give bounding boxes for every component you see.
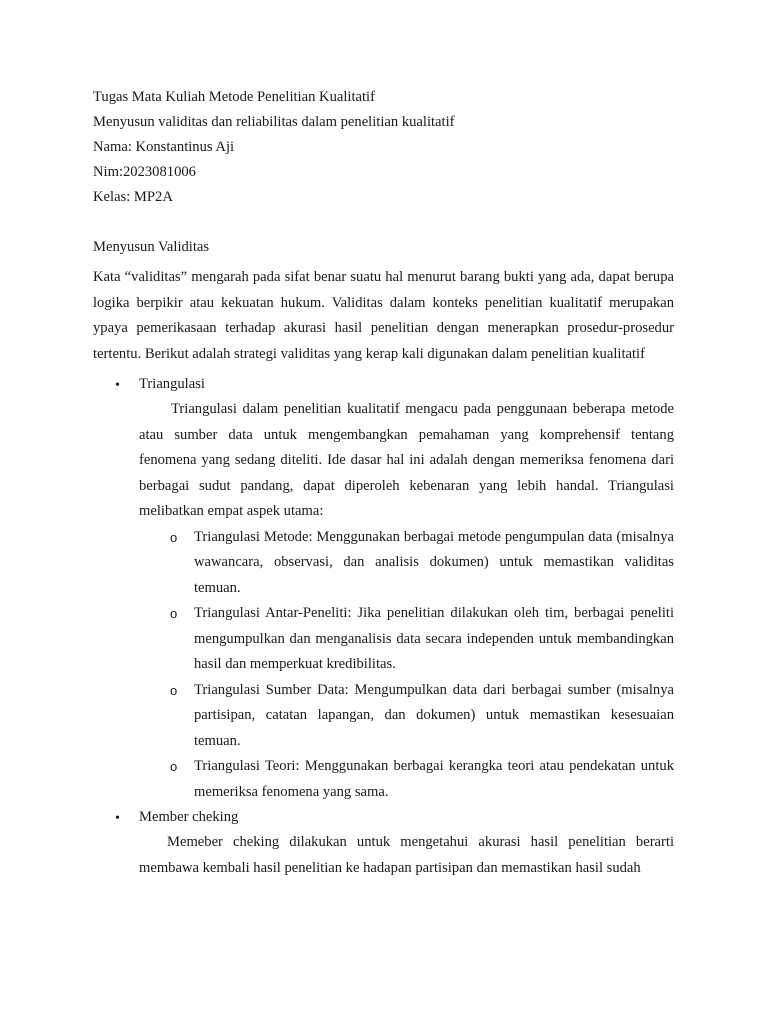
aspect-text: Triangulasi Antar-Peneliti: Jika penelitian dilakukan oleh tim, berbagai peneliti mengumpulkan dan menganalisis data secara independen untuk membandingkan hasil dan memperkuat kredibilitas. [194, 605, 674, 672]
aspect-text: Triangulasi Teori: Menggunakan berbagai kerangka teori atau pendekatan untuk memeriksa fenomena yang sama. [194, 758, 674, 800]
member-cheking-paragraph: Memeber cheking dilakukan untuk mengetahui akurasi hasil penelitian berarti membawa kembali hasil penelitian ke hadapan partisipan dan memastikan hasil sudah [139, 834, 674, 876]
circle-bullet-icon: o [170, 606, 178, 621]
assignment-topic: Menyusun validitas dan reliabilitas dalam penelitian kualitatif [93, 114, 455, 130]
bullet-label: Member cheking [139, 809, 239, 825]
list-item-member-cheking [93, 805, 674, 881]
circle-bullet-icon: o [170, 529, 178, 545]
list-item [139, 525, 674, 602]
aspect-text: Triangulasi Sumber Data: Mengumpulkan data dari berbagai sumber (misalnya partisipan, catatan lapangan, dan dokumen) untuk memastikan kesesuaian temuan. [194, 681, 674, 749]
bullet-icon: • [115, 811, 120, 826]
list-item [139, 754, 674, 805]
list-item [139, 678, 674, 755]
student-name: Nama: Konstantinus Aji [93, 139, 235, 155]
bullet-icon: • [115, 378, 120, 393]
circle-bullet-icon: o [170, 759, 178, 774]
list-item [139, 601, 674, 678]
student-nim: Nim:2023081006 [93, 164, 196, 180]
aspect-text: Triangulasi Metode: Menggunakan berbagai metode pengumpulan data (misalnya wawancara, observasi, dan analisis dokumen) untuk memastikan validitas temuan. [194, 528, 674, 596]
bullet-label: Triangulasi [139, 376, 205, 392]
circle-bullet-icon: o [170, 682, 178, 698]
triangulasi-paragraph: Triangulasi dalam penelitian kualitatif mengacu pada penggunaan beberapa metode atau sumber data untuk mengembangkan pemahaman yang komprehensif tentang fenomena yang sedang diteliti. Ide dasar hal ini adalah dengan memeriksa fenomena dari berbagai sudut pandang, dapat diperoleh kebenaran yang lebih handal. Triangulasi melibatkan empat aspek utama: [139, 401, 674, 519]
section-heading: Menyusun Validitas [93, 239, 210, 255]
triangulasi-aspects [139, 525, 674, 806]
strategy-list [93, 372, 674, 881]
intro-paragraph: Kata “validitas” mengarah pada sifat benar suatu hal menurut barang bukti yang ada, dapat berupa logika berpikir atau kekuatan hukum. Validitas dalam konteks penelitian kualitatif merupakan ypaya pemerikasaan terhadap akurasi hasil penelitian dengan menerapkan prosedur-prosedur tertentu. Berikut adalah strategi validitas yang kerap kali digunakan dalam penelitian kualitatif [93, 269, 674, 362]
list-item-triangulasi [93, 372, 674, 805]
student-class: Kelas: MP2A [93, 189, 173, 205]
document-body [93, 85, 674, 881]
course-title: Tugas Mata Kuliah Metode Penelitian Kualitatif [93, 89, 375, 105]
